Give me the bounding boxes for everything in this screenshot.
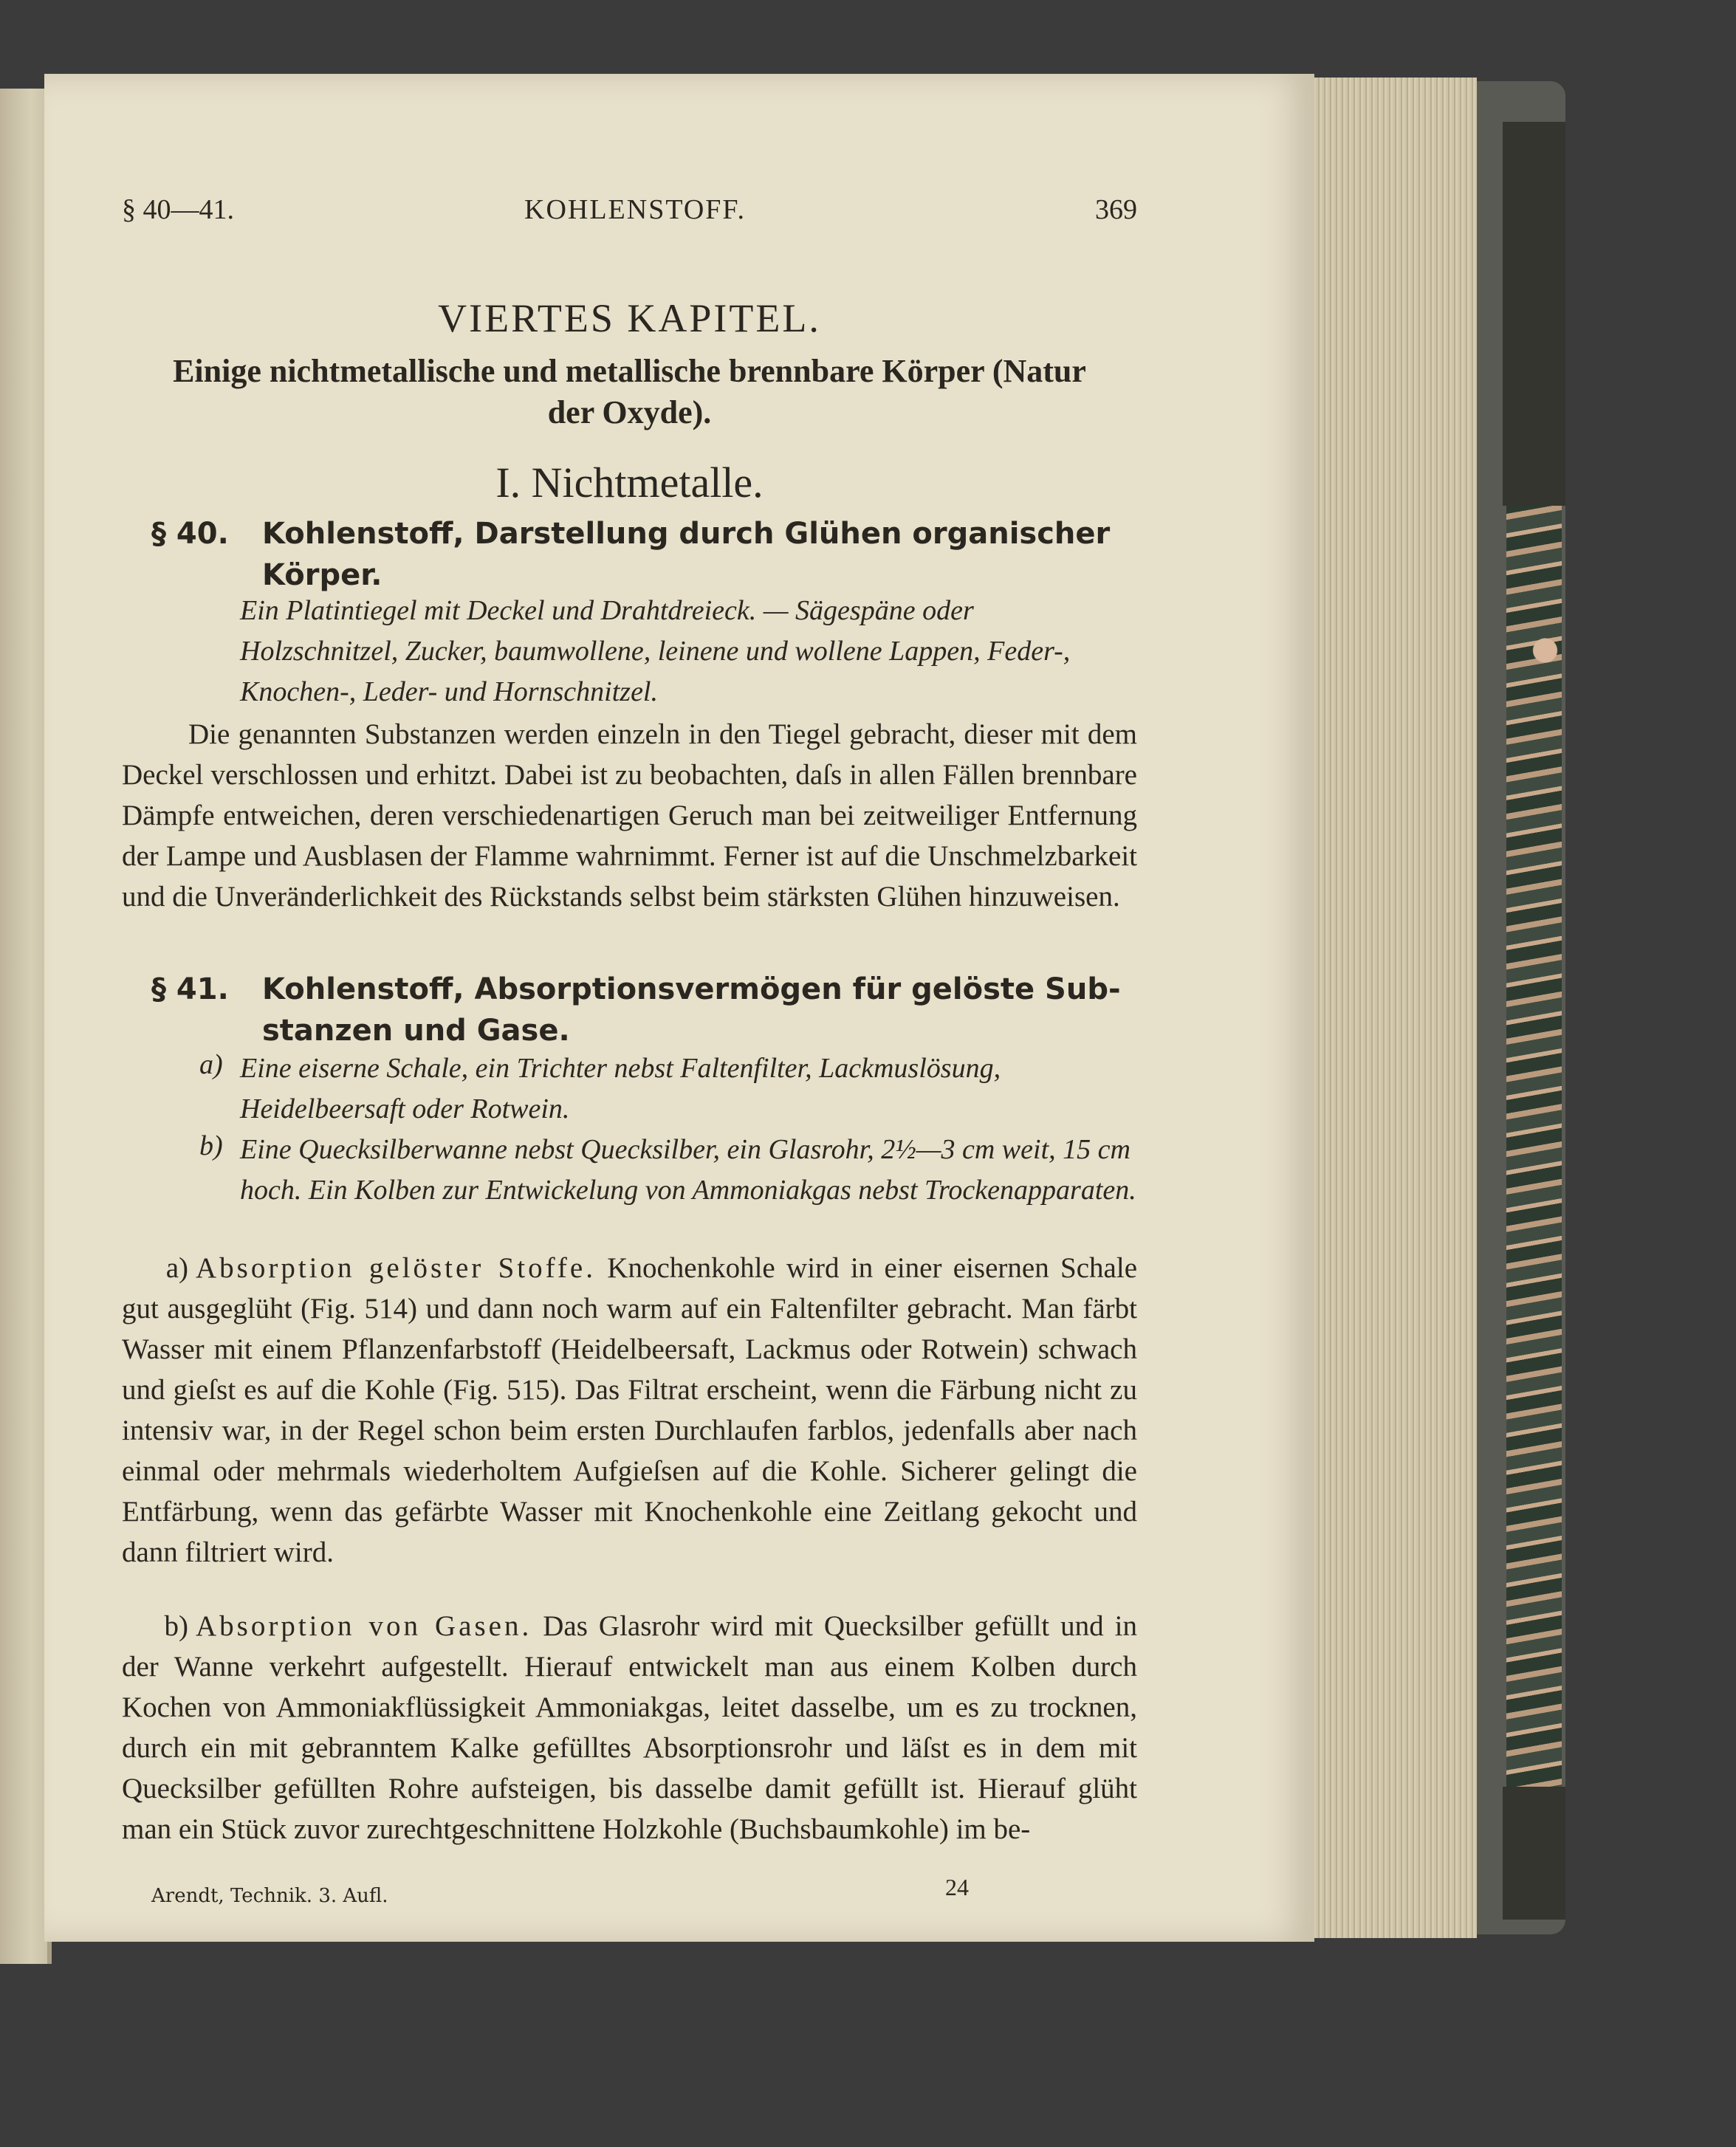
section-41-title-line2: stanzen und Gase. bbox=[262, 1014, 570, 1048]
section-41-title-line1: Kohlenstoff, Absorptionsvermögen für gelöste Sub- bbox=[262, 972, 1121, 1006]
section-40-materials: Ein Platintiegel mit Deckel und Drahtdreieck. — Sägespäne oder Holzschnitzel, Zucker, baumwollene, leinene und wollene Lappen, Feder-, Knochen-, Leder- und Hornschnitzel. bbox=[240, 595, 1071, 707]
footer-signature: 24 bbox=[945, 1874, 969, 1900]
running-header bbox=[122, 193, 1137, 230]
paragraph-b-heading: Absorption von Gasen. bbox=[196, 1610, 532, 1642]
chapter-subtitle: Einige nichtmetallische und metallische brennbare Körper (Natur der Oxyde). bbox=[173, 353, 1086, 430]
section-40-title-line1: Kohlenstoff, Darstellung durch Glühen organischer bbox=[262, 517, 1111, 551]
paragraph-b-label: b) bbox=[164, 1610, 188, 1642]
footer-imprint: Arendt, Technik. 3. Aufl. bbox=[151, 1885, 388, 1907]
paragraph-a-heading: Absorption gelöster Stoffe. bbox=[196, 1252, 596, 1284]
chapter-title: VIERTES KAPITEL. bbox=[438, 296, 821, 340]
paragraph-b bbox=[122, 1606, 1137, 1849]
materials-a: Eine eiserne Schale, ein Trichter nebst Faltenfilter, Lackmuslösung, Heidelbeersaft oder Rotwein. bbox=[240, 1053, 1001, 1124]
paragraph-a-text: Knochenkohle wird in einer eisernen Schale gut ausgeglüht (Fig. 514) und dann noch warm auf ein Faltenfilter gebracht. Man färbt Wasser mit einem Pflanzenfarbstoff (Heidelbeersaft, Lackmus oder Rotwein) schwach und gieſst es auf die Kohle (Fig. 515). Das Filtrat erscheint, wenn die Färbung nicht zu intensiv war, in der Regel schon beim ersten Durchlaufen farblos, jedenfalls aber nach einmal oder mehrmals wiederholtem Aufgieſsen auf die Kohle. Sicherer gelingt die Entfärbung, wenn das gefärbte Wasser mit Knochenkohle eine Zeitlang gekocht und dann filtriert wird. bbox=[122, 1252, 1137, 1568]
section-40-heading bbox=[151, 513, 1137, 596]
section-40-text: Die genannten Substanzen werden einzeln in den Tiegel gebracht, dieser mit dem Deckel verschlossen und erhitzt. Dabei ist zu beobachten, daſs in allen Fällen brennbare Dämpfe entweichen, deren verschiedenartigen Geruch man bei zeitweiliger Entfernung der Lampe und Ausblasen der Flamme wahrnimmt. Ferner ist auf die Unschmelzbarkeit und die Unveränderlichkeit des Rückstands selbst beim stärksten Glühen hinzuweisen. bbox=[122, 718, 1137, 913]
part-title: I. Nichtmetalle. bbox=[495, 458, 764, 506]
section-41-number: § 41. bbox=[151, 972, 229, 1006]
materials-b-label: b) bbox=[199, 1130, 223, 1161]
header-page-number: 369 bbox=[1095, 194, 1137, 225]
page-block-edges bbox=[1292, 78, 1477, 1938]
materials-a-label: a) bbox=[199, 1049, 223, 1080]
section-40-title-line2: Körper. bbox=[262, 558, 382, 592]
header-running-title: KOHLENSTOFF. bbox=[524, 194, 747, 225]
materials-b: Eine Quecksilberwanne nebst Quecksilber, ein Glasrohr, 2½—3 cm weit, 15 cm hoch. Ein Kolben zur Entwickelung von Ammoniakgas nebst Trockenapparaten. bbox=[240, 1134, 1136, 1206]
header-section-range: § 40—41. bbox=[122, 194, 234, 225]
paragraph-a bbox=[122, 1248, 1137, 1573]
cover-top-band bbox=[1503, 122, 1565, 506]
paragraph-b-text: Das Glasrohr wird mit Quecksilber gefüllt und in der Wanne verkehrt aufgestellt. Hierauf entwickelt man aus einem Kolben durch Kochen von Ammoniakflüssigkeit Ammoniakgas, leitet dasselbe, um es zu trocknen, durch ein mit gebranntem Kalke gefülltes Absorptionsrohr und läſst es in dem mit Quecksilber gefüllten Rohre aufsteigen, bis dasselbe damit gefüllt ist. Hierauf glüht man ein Stück zuvor zurechtgeschnittene Holzkohle (Buchsbaumkohle) im be- bbox=[122, 1610, 1137, 1845]
cover-bottom-band bbox=[1503, 1787, 1565, 1920]
section-41-heading bbox=[151, 969, 1137, 1051]
paragraph-a-label: a) bbox=[165, 1252, 188, 1284]
section-40-number: § 40. bbox=[151, 517, 229, 551]
